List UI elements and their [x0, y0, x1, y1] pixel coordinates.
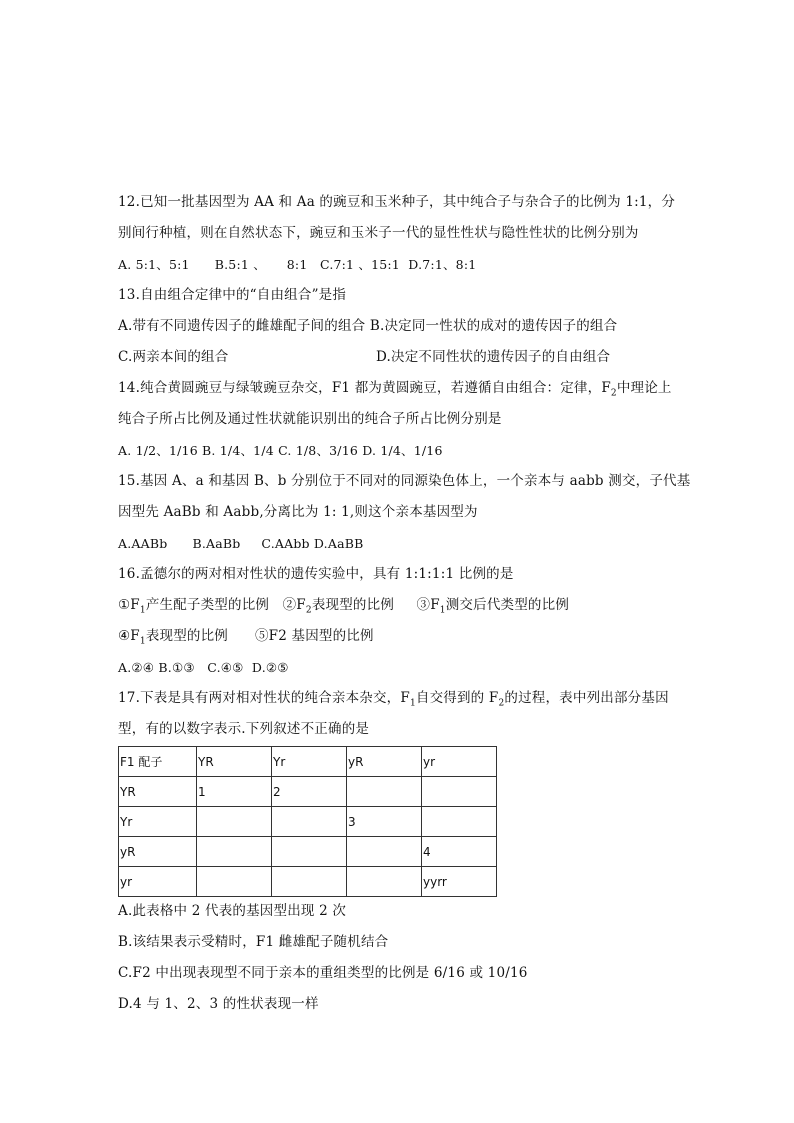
q13-option-c: C.两亲本间的组合: [118, 349, 229, 365]
q14-stem-text: 14.纯合黄圆豌豆与绿皱豌豆杂交，F1 都为黄圆豌豆，若遵循自由组合：定律，F: [118, 380, 611, 396]
q14-stem-line1: [118, 378, 678, 399]
table-row: [119, 867, 497, 897]
q16-items-row2: [118, 626, 678, 647]
table-cell: 4: [422, 837, 497, 867]
table-row: [119, 777, 497, 807]
q16-item1-post: 产生配子类型的比例: [145, 597, 270, 613]
table-cell: [347, 777, 422, 807]
table-cell: [422, 807, 497, 837]
q16-item1-sub: 1: [139, 605, 146, 616]
q13-option-a: A.带有不同遗传因子的雌雄配子间的组合: [118, 318, 366, 334]
table-cell: yr: [119, 867, 197, 897]
q16-stem: 16.孟德尔的两对相对性状的遗传实验中，具有 1:1:1:1 比例的是: [118, 566, 514, 582]
q17-option-a: A.此表格中 2 代表的基因型出现 2 次: [118, 903, 347, 919]
table-cell: 1: [197, 777, 272, 807]
table-cell: [197, 807, 272, 837]
q16-item2-sub: 2: [305, 605, 312, 616]
table-cell: [272, 867, 347, 897]
table-row: [119, 837, 497, 867]
q17-stem-line1: [118, 688, 678, 709]
q14-subscript: 2: [610, 388, 617, 399]
q16-item4-sub: 1: [139, 636, 146, 647]
q17-sub2: 2: [498, 698, 505, 709]
q17-stem-a: 17.下表是具有两对相对性状的纯合亲本杂交，F: [118, 690, 410, 706]
table-cell: yR: [119, 837, 197, 867]
q17-stem-line2: 型，有的以数字表示.下列叙述不正确的是: [118, 721, 370, 737]
q13-options-cd: [118, 347, 678, 368]
q13-option-b: B.决定同一性状的成对的遗传因子的组合: [369, 318, 618, 334]
q12-options: A. 5:1、5:1 B.5:1 、 8:1 C.7:1 、15:1 D.7:1、8:1: [118, 257, 477, 272]
q16-item3-sub: 1: [439, 605, 446, 616]
q15-stem-line1: 15.基因 A、a 和基因 B、b 分别位于不同对的同源染色体上，一个亲本与 aabb 测交，子代基: [118, 473, 691, 489]
table-cell: [422, 777, 497, 807]
table-cell: YR: [197, 747, 272, 777]
q17-stem-c: 的过程，表中列出部分基因: [504, 690, 669, 706]
q13-stem: 13.自由组合定律中的“自由组合”是指: [118, 287, 347, 303]
q12-stem-line2: 别间行种植，则在自然状态下，豌豆和玉米子一代的显性性状与隐性性状的比例分别为: [118, 225, 639, 241]
table-cell: Yr: [119, 807, 197, 837]
q16-item2-post: 表现型的比例: [311, 597, 395, 613]
table-cell: YR: [119, 777, 197, 807]
q16-item2: [282, 597, 395, 616]
table-cell: 2: [272, 777, 347, 807]
table-cell: F1 配子: [119, 747, 197, 777]
q16-item1-pre: ①F: [118, 597, 140, 613]
q17-sub1: 1: [409, 698, 416, 709]
table-cell: Yr: [272, 747, 347, 777]
q16-item4-pre: ④F: [118, 628, 140, 644]
q15-options: A.AABb B.AaBb C.AAbb D.AaBB: [118, 536, 364, 551]
q16-item5: ⑤F2 基因型的比例: [254, 628, 374, 644]
q16-items-row1: [118, 595, 678, 616]
q14-stem-line2: 纯合子所占比例及通过性状就能识别出的纯合子所占比例分别是: [118, 411, 502, 427]
q16-item4: [118, 628, 229, 647]
q17-option-c: C.F2 中出现表现型不同于亲本的重组类型的比例是 6/16 或 10/16: [118, 965, 528, 981]
q16-item3-pre: ③F: [416, 597, 440, 613]
q17-option-d: D.4 与 1、2、3 的性状表现一样: [118, 996, 319, 1012]
q16-item3: [416, 597, 570, 616]
table-cell: yR: [347, 747, 422, 777]
table-cell: [197, 867, 272, 897]
table-cell: yr: [422, 747, 497, 777]
table-cell: [197, 837, 272, 867]
punnett-square-table: [118, 746, 497, 897]
q16-options: A.②④ B.①③ C.④⑤ D.②⑤: [118, 660, 289, 675]
q16-item2-pre: ②F: [282, 597, 306, 613]
table-cell: yyrr: [422, 867, 497, 897]
table-row: [119, 747, 497, 777]
q13-option-d: D.决定不同性状的遗传因子的自由组合: [376, 349, 611, 365]
q16-item1: [118, 597, 270, 616]
table-cell: [272, 837, 347, 867]
q16-item4-post: 表现型的比例: [145, 628, 229, 644]
exam-page: [118, 192, 691, 1015]
q14-options: A. 1/2、1/16 B. 1/4、1/4 C. 1/8、3/16 D. 1/4、1/16: [118, 443, 443, 458]
table-cell: [347, 837, 422, 867]
q16-item3-post: 测交后代类型的比例: [445, 597, 570, 613]
q12-stem-line1: 12.已知一批基因型为 AA 和 Aa 的豌豆和玉米种子，其中纯合子与杂合子的比例为 1:1，分: [118, 194, 676, 210]
table-row: [119, 807, 497, 837]
q14-stem-text-end: 中理论上: [616, 380, 672, 396]
q17-stem-b: 自交得到的 F: [415, 690, 499, 706]
q17-option-b: B.该结果表示受精时，F1 雌雄配子随机结合: [118, 934, 389, 950]
table-cell: [272, 807, 347, 837]
q13-options-ab: [118, 316, 678, 337]
table-cell: [347, 867, 422, 897]
q15-stem-line2: 因型先 AaBb 和 Aabb,分离比为 1: 1,则这个亲本基因型为: [118, 504, 478, 520]
table-cell: 3: [347, 807, 422, 837]
